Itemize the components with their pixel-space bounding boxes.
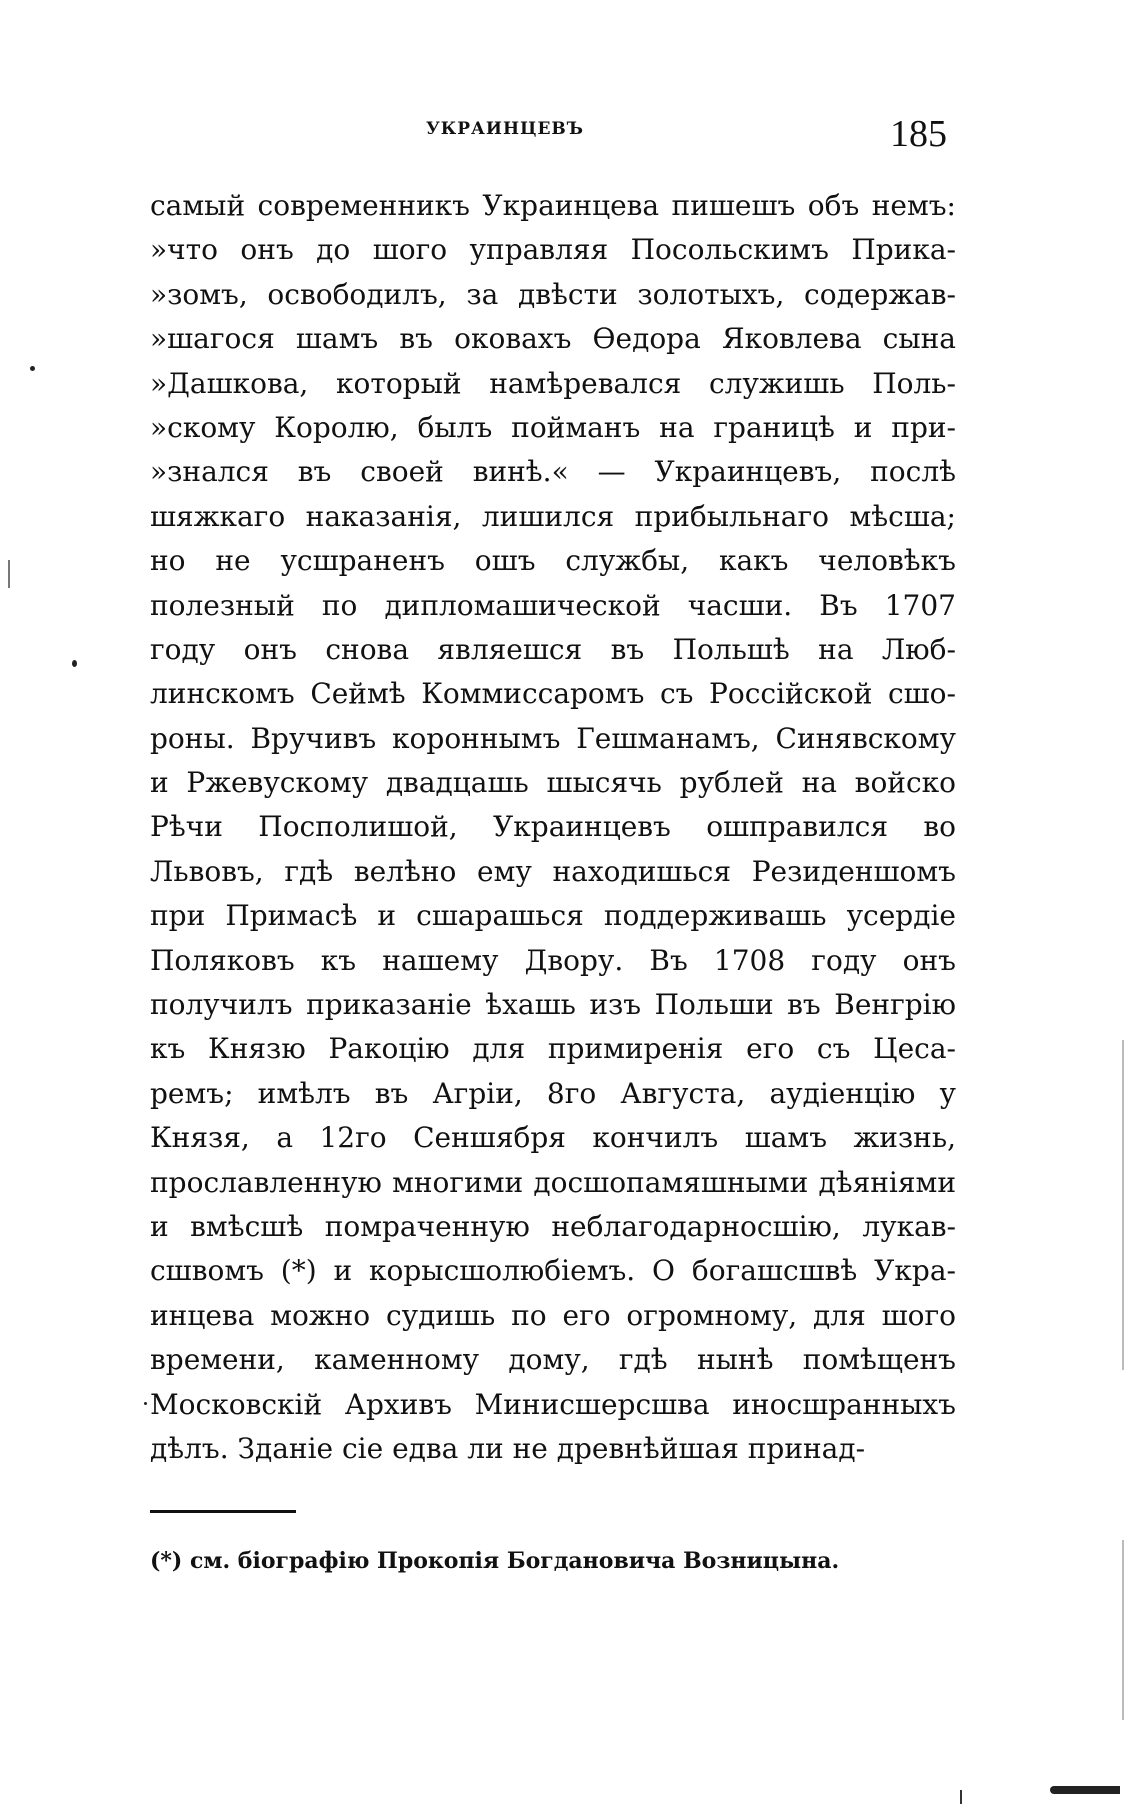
- corner-smudge: [1050, 1786, 1120, 1794]
- text-line: времени, каменному дому, гдѣ нынѣ помѣщенъ: [150, 1343, 956, 1377]
- text-line: дѣлъ. Зданіе сіе едва ли не древнѣйшая принад-: [150, 1431, 866, 1465]
- text-line: Львовъ, гдѣ велѣно ему находишься Резиденшомъ: [150, 854, 956, 888]
- scan-speck: [30, 366, 35, 371]
- text-line: инцева можно судишь по его огромному, для шого: [150, 1298, 956, 1332]
- text-line: при Примасѣ и сшарашься поддерживашь усердіе: [150, 899, 956, 933]
- text-line: сшвомъ (*) и корысшолюбіемъ. О богашсшвѣ Укра-: [150, 1254, 956, 1288]
- running-title: УКРАИНЦЕВЪ: [426, 119, 585, 139]
- text-line: году онъ снова являешся въ Польшѣ на Люб-: [150, 632, 956, 666]
- text-line: и вмѣсшѣ помраченную неблагодарносшію, лукав-: [150, 1209, 956, 1243]
- text-line: прославленную многими досшопамяшными дѣяніями: [150, 1165, 956, 1199]
- text-line: Рѣчи Посполишой, Украинцевъ ошправился во: [150, 810, 956, 844]
- gutter-mark: [960, 1790, 962, 1804]
- text-line: линскомъ Сеймѣ Коммиссаромъ съ Россійской сшо-: [150, 677, 956, 711]
- body-text: [150, 184, 956, 1471]
- scan-speck: [144, 1402, 147, 1405]
- text-line: получилъ приказаніе ѣхашь изъ Польши въ Венгрію: [150, 988, 956, 1022]
- gutter-mark: [1122, 1040, 1124, 1370]
- text-line: »Дашкова, который намѣревался служишь Поль-: [150, 366, 956, 400]
- text-line: »скому Королю, былъ пойманъ на границѣ и при-: [150, 410, 956, 444]
- text-line: и Ржевускому двадцашь шысячь рублей на войско: [150, 766, 956, 800]
- text-line: къ Князю Ракоцію для примиренія его съ Цеса-: [150, 1032, 956, 1066]
- gutter-mark: [8, 560, 10, 588]
- text-line: шяжкаго наказанія, лишился прибыльнаго мѣсша;: [150, 499, 956, 533]
- text-line: роны. Вручивъ короннымъ Гешманамъ, Синявскому: [150, 721, 956, 755]
- footnote-separator: [150, 1510, 296, 1513]
- text-line: »что онъ до шого управляя Посольскимъ Прика-: [150, 233, 956, 267]
- running-head: [0, 0, 1140, 200]
- text-line: Князя, а 12го Сеншября кончилъ шамъ жизнь,: [150, 1121, 956, 1155]
- text-line: »шагося шамъ въ оковахъ Ѳедора Яковлева сына: [150, 322, 956, 356]
- footnote: (*) см. біографію Прокопія Богдановича Возницына.: [150, 1548, 840, 1574]
- text-line: но не усшраненъ ошъ службы, какъ человѣкъ: [150, 544, 956, 578]
- text-line: »знался въ своей винѣ.« — Украинцевъ, послѣ: [150, 455, 956, 489]
- page-number: 185: [890, 113, 947, 155]
- text-line: Поляковъ къ нашему Двору. Въ 1708 году онъ: [150, 943, 956, 977]
- text-line: самый современникъ Украинцева пишешъ объ немъ:: [150, 189, 956, 222]
- text-line: ремъ; имѣлъ въ Агріи, 8го Августа, аудіенцію у: [150, 1076, 956, 1110]
- text-line: »зомъ, освободилъ, за двѣсти золотыхъ, содержав-: [150, 277, 956, 311]
- gutter-mark: [1122, 1540, 1124, 1720]
- text-line: Московскій Архивъ Минисшерсшва иносшранныхъ: [150, 1387, 956, 1421]
- text-line: полезный по дипломашической часши. Въ 1707: [150, 588, 956, 622]
- scan-speck: [72, 660, 77, 667]
